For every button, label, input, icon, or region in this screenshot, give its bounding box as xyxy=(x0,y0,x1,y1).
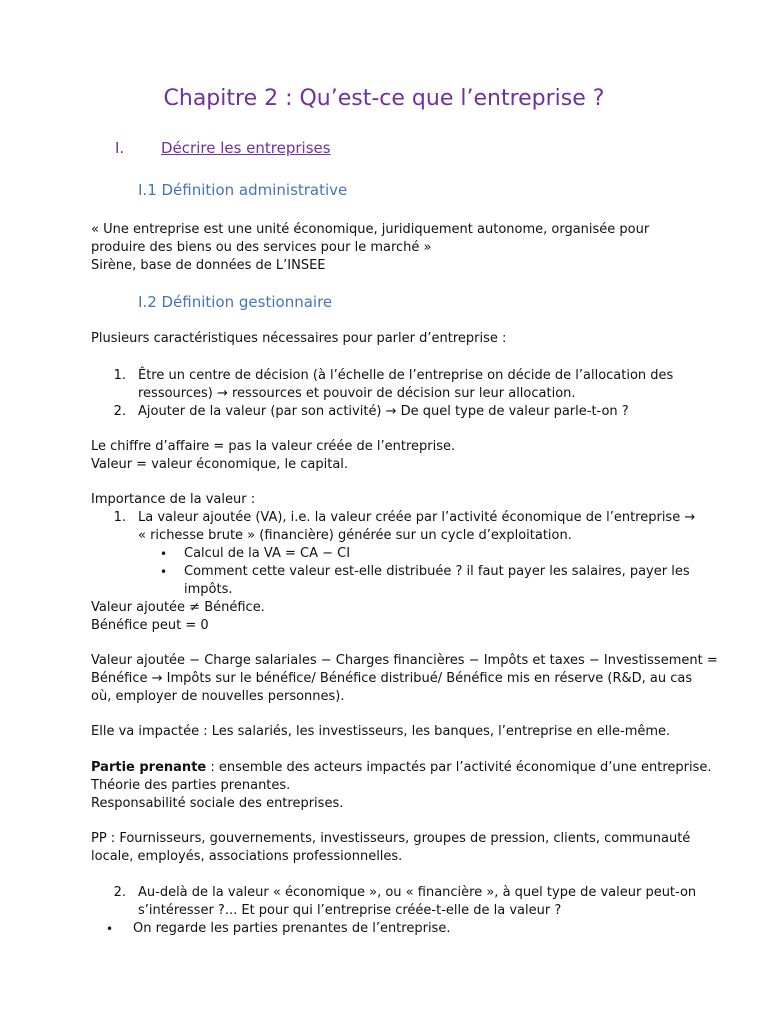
partie-prenante-definition xyxy=(91,759,712,777)
list-item-text: s’intéresser ?... Et pour qui l’entreprise créée-t-elle de la valeur ? xyxy=(138,903,562,918)
partie-prenante-def: : ensemble des acteurs impactés par l’activité économique d’une entreprise. xyxy=(206,760,712,775)
formula-line: où, employer de nouvelles personnes). xyxy=(91,689,345,704)
list-number: 1. xyxy=(113,510,126,525)
list-number: 1. xyxy=(113,368,126,383)
paragraph-line: Bénéfice peut = 0 xyxy=(91,618,209,633)
page-title: Chapitre 2 : Qu’est-ce que l’entreprise ? xyxy=(163,86,605,111)
pp-list-line: locale, employés, associations professionnelles. xyxy=(91,849,403,864)
paragraph-line: Théorie des parties prenantes. xyxy=(91,778,291,793)
bullet-icon: • xyxy=(160,565,168,579)
section-number: I. xyxy=(115,139,125,157)
definition-admin-line: « Une entreprise est une unité économique, juridiquement autonome, organisée pour xyxy=(91,222,650,237)
definition-admin-line: produire des biens ou des services pour le marché » xyxy=(91,240,432,255)
paragraph-line: Valeur ajoutée ≠ Bénéfice. xyxy=(91,600,265,615)
bullet-icon: • xyxy=(160,547,168,561)
paragraph-line: Responsabilité sociale des entreprises. xyxy=(91,796,344,811)
paragraph-line: Valeur = valeur économique, le capital. xyxy=(91,457,349,472)
section-title: Décrire les entreprises xyxy=(161,139,331,157)
paragraph-line: Le chiffre d’affaire = pas la valeur créée de l’entreprise. xyxy=(91,439,456,454)
subsection-title-gestion: I.2 Définition gestionnaire xyxy=(138,293,333,311)
list-number: 2. xyxy=(113,404,126,419)
list-item-text: « richesse brute » (financière) générée sur un cycle d’exploitation. xyxy=(138,528,572,543)
list-item-text: ressources) → ressources et pouvoir de décision sur leur allocation. xyxy=(138,386,576,401)
bullet-text: impôts. xyxy=(184,582,233,597)
formula-line: Valeur ajoutée − Charge salariales − Charges financières − Impôts et taxes − Investissement = xyxy=(91,653,718,668)
list-item-text: Ajouter de la valeur (par son activité) → De quel type de valeur parle-t-on ? xyxy=(138,404,629,419)
list-item-text: Au-delà de la valeur « économique », ou « financière », à quel type de valeur peut-on xyxy=(138,885,697,900)
list-item-text: Être un centre de décision (à l’échelle de l’entreprise on décide de l’allocation des xyxy=(138,368,674,383)
bullet-text: Comment cette valeur est-elle distribuée ? il faut payer les salaires, payer les xyxy=(184,564,690,579)
list-number: 2. xyxy=(113,885,126,900)
impact-line: Elle va impactée : Les salariés, les investisseurs, les banques, l’entreprise en elle-même. xyxy=(91,724,671,739)
bullet-text: On regarde les parties prenantes de l’entreprise. xyxy=(133,921,451,936)
intro-line: Plusieurs caractéristiques nécessaires pour parler d’entreprise : xyxy=(91,331,507,346)
subsection-title-admin: I.1 Définition administrative xyxy=(138,181,348,199)
list-item-text: La valeur ajoutée (VA), i.e. la valeur créée par l’activité économique de l’entreprise → xyxy=(138,510,696,525)
definition-source: Sirène, base de données de L’INSEE xyxy=(91,258,326,273)
pp-list-line: PP : Fournisseurs, gouvernements, investisseurs, groupes de pression, clients, communauté xyxy=(91,831,691,846)
formula-line: Bénéfice → Impôts sur le bénéfice/ Bénéfice distribué/ Bénéfice mis en réserve (R&D, au cas xyxy=(91,671,693,686)
bullet-icon: • xyxy=(106,922,114,936)
importance-heading: Importance de la valeur : xyxy=(91,492,256,507)
partie-prenante-term: Partie prenante xyxy=(91,760,207,775)
bullet-text: Calcul de la VA = CA − CI xyxy=(184,546,351,561)
